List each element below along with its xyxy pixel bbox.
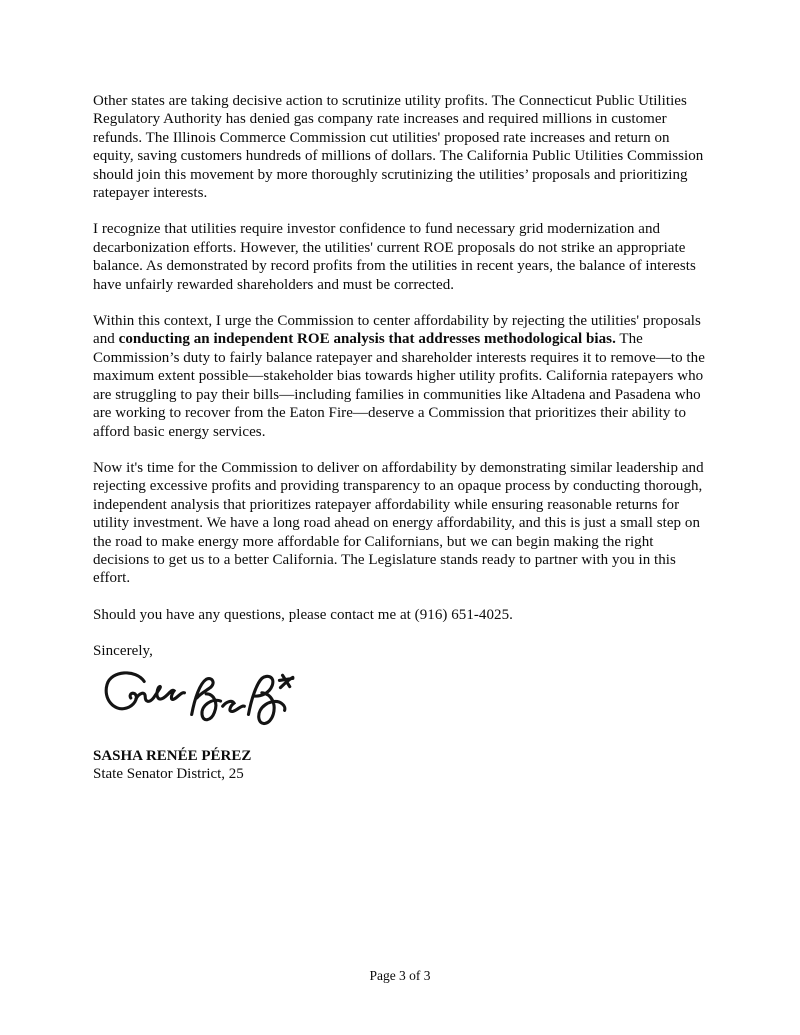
handwritten-signature-icon <box>97 667 307 731</box>
paragraph-urge-commission-lead: Within this context, I urge the Commission to center affordability by rejecting the utilities' proposals and <box>93 313 701 348</box>
page-number: Page 3 of 3 <box>369 968 431 983</box>
letter-body <box>93 92 713 783</box>
paragraph-deliver-affordability: Now it's time for the Commission to deliver on affordability by demonstrating similar leadership and rejecting excessive profits and providing transparency to an opaque process by conducting thorough, independent analysis that prioritizes ratepayer affordability while ensuring reasonable returns for utility investment. We have a long road ahead on energy affordability, and this is just a small step on the road to make energy more affordable for Californians, but we can begin making the right decisions to get us to a better California. The Legislature stands ready to partner with you in this effort. <box>93 459 704 587</box>
paragraph-other-states: Other states are taking decisive action to scrutinize utility profits. The Connecticut Public Utilities Regulatory Authority has denied gas company rate increases and required millions in customer refunds. The Illinois Commerce Commission cut utilities' proposed rate increases and return on equity, saving customers hundreds of millions of dollars. The California Public Utilities Commission should join this movement by more thoroughly scrutinizing the utilities’ proposals and prioritizing ratepayer interests. <box>93 93 704 202</box>
signer-title: State Senator District, 25 <box>93 765 244 782</box>
paragraph-urge-commission <box>93 312 713 441</box>
closing-line: Sincerely, <box>93 643 153 660</box>
signer-name: SASHA RENÉE PÉREZ <box>93 747 252 764</box>
paragraph-urge-commission-bold: conducting an independent ROE analysis that addresses methodological bias. <box>118 331 616 348</box>
paragraph-investor-confidence: I recognize that utilities require investor confidence to fund necessary grid modernization and decarbonization efforts. However, the utilities' current ROE proposals do not strike an appropriate balance. As demonstrated by record profits from the utilities in recent years, the balance of interests have unfairly rewarded shareholders and must be corrected. <box>93 221 696 293</box>
signature-image <box>97 667 307 731</box>
contact-line: Should you have any questions, please contact me at (916) 651-4025. <box>93 606 513 623</box>
paragraph-urge-commission-rest: The Commission’s duty to fairly balance ratepayer and shareholder interests requires it to remove—to the maximum extent possible—stakeholder bias towards higher utility profits. California ratepayers who are struggling to pay their bills—including families in communities like Altadena and Pasadena who are working to recover from the Eaton Fire—deserve a Commission that prioritizes their ability to afford basic energy services. <box>93 331 705 440</box>
